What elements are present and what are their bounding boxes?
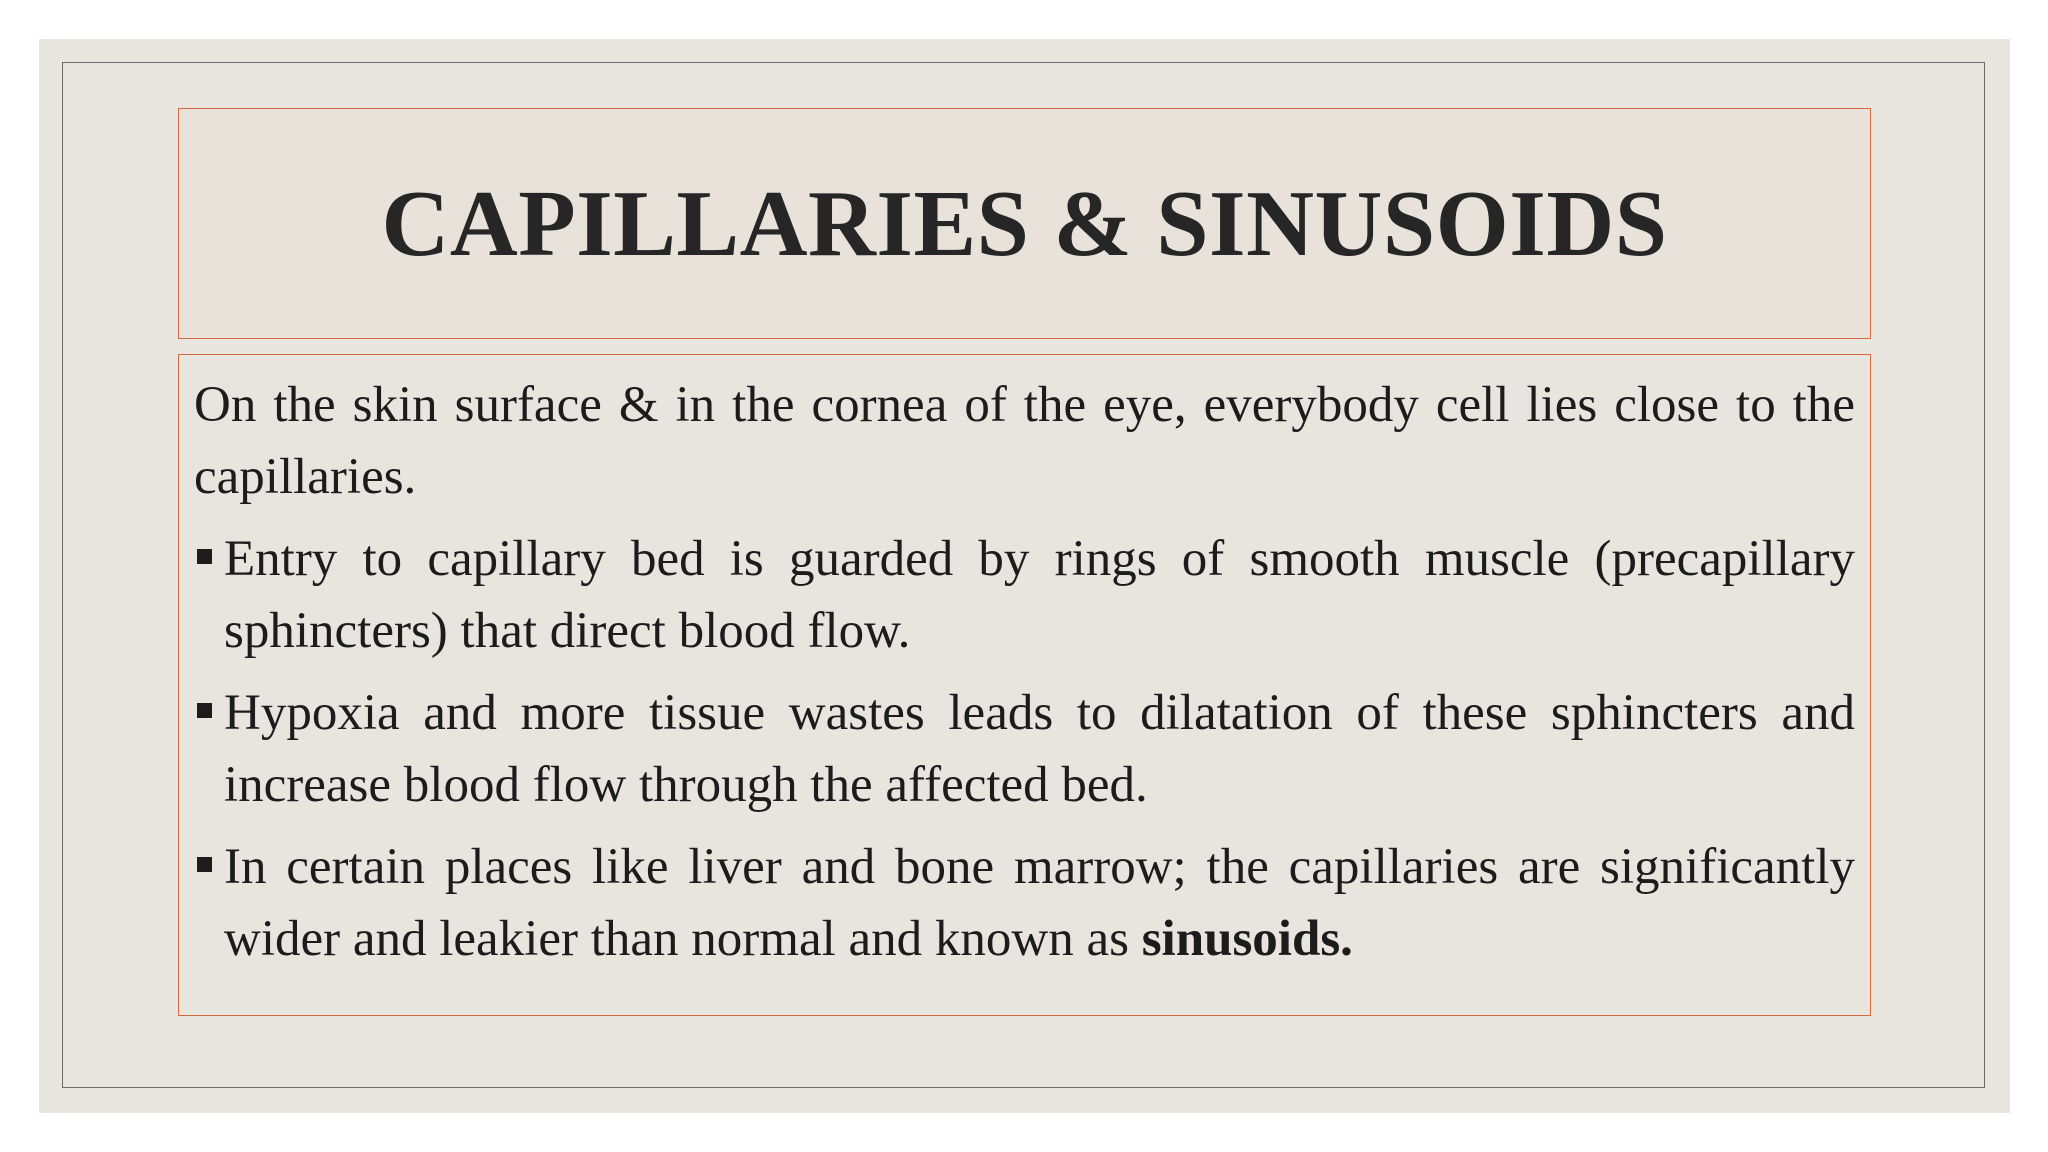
bullet-text: Hypoxia and more tissue wastes leads to dilatation of these sphincters and increase blood flow through the affected bed. xyxy=(224,685,1855,813)
bullet-item-3 xyxy=(194,831,1855,975)
bullet-text: In certain places like liver and bone marrow; the capillaries are significantly wider and leakier than normal and known as xyxy=(224,839,1855,967)
slide xyxy=(39,39,2010,1113)
square-bullet-icon xyxy=(197,549,212,564)
bullet-item-2 xyxy=(194,677,1855,821)
square-bullet-icon xyxy=(197,703,212,718)
bold-term-sinusoids: sinusoids. xyxy=(1141,911,1353,967)
bullet-item-1 xyxy=(194,523,1855,667)
bullet-text: Entry to capillary bed is guarded by rings of smooth muscle (precapillary sphincters) that direct blood flow. xyxy=(224,531,1855,659)
square-bullet-icon xyxy=(197,857,212,872)
content-box xyxy=(178,354,1871,1016)
bullet-list xyxy=(194,523,1855,975)
slide-title: CAPILLARIES & SINUSOIDS xyxy=(381,171,1668,276)
intro-paragraph: On the skin surface & in the cornea of the eye, everybody cell lies close to the capillaries. xyxy=(194,377,1855,505)
title-box xyxy=(178,108,1871,339)
